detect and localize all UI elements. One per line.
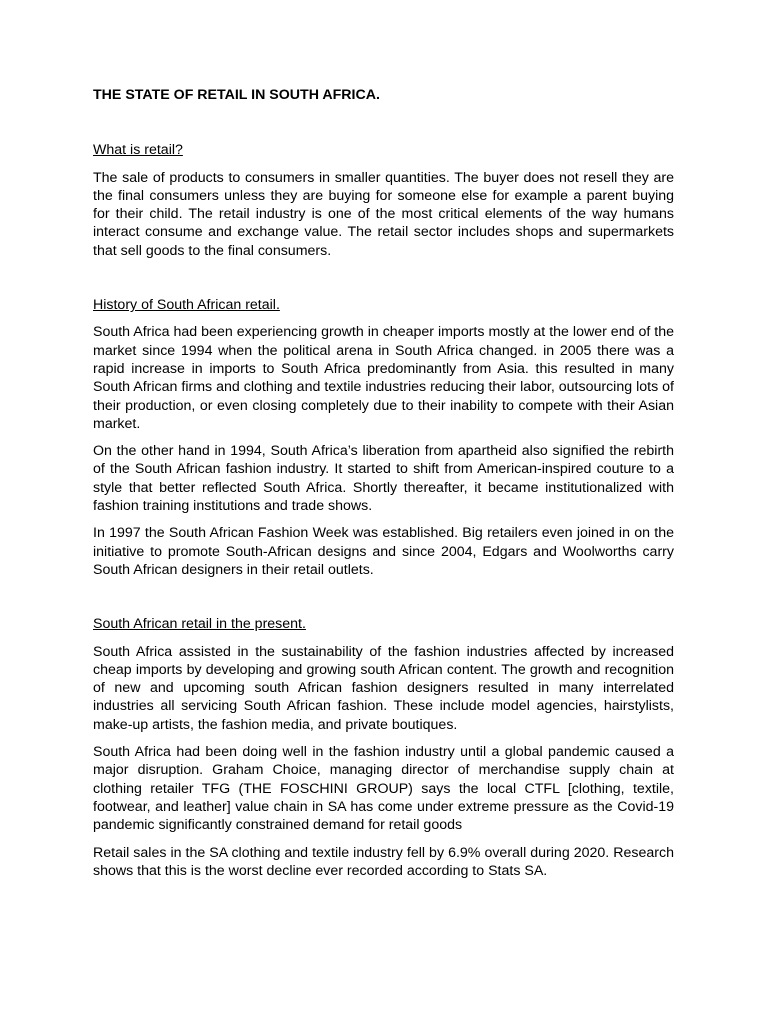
paragraph: South Africa assisted in the sustainability of the fashion industries affected by increased cheap imports by developing and growing south African content. The growth and recognition of new and upcoming south African fashion designers resulted in many interrelated industries all servicing South African fashion. These include model agencies, hairstylists, make-up artists, the fashion media, and private boutiques. [93, 643, 674, 733]
paragraph: In 1997 the South African Fashion Week was established. Big retailers even joined in on the initiative to promote South-African designs and since 2004, Edgars and Woolworths carry South African designers in their retail outlets. [93, 525, 674, 578]
section-heading: History of South African retail. [93, 297, 280, 314]
section-history [93, 296, 674, 579]
paragraph: South Africa had been doing well in the fashion industry until a global pandemic caused a major disruption. Graham Choice, managing director of merchandise supply chain at clothing retailer TFG (THE FOSCHINI GROUP) says the local CTFL [clothing, textile, footwear, and leather] value chain in SA has come under extreme pressure as the Covid-19 pandemic significantly constrained demand for retail goods [93, 744, 674, 834]
section-what-is-retail [93, 141, 674, 260]
paragraph: On the other hand in 1994, South Africa’s liberation from apartheid also signified the rebirth of the South African fashion industry. It started to shift from American-inspired couture to a style that better reflected South Africa. Shortly thereafter, it became institutionalized with fashion training institutions and trade shows. [93, 443, 674, 515]
paragraph: Retail sales in the SA clothing and textile industry fell by 6.9% overall during 2020. Research shows that this is the worst decline ever recorded according to Stats SA. [93, 844, 674, 879]
section-present [93, 615, 674, 880]
section-heading: South African retail in the present. [93, 616, 306, 633]
section-heading: What is retail? [93, 142, 183, 159]
paragraph: South Africa had been experiencing growth in cheaper imports mostly at the lower end of the market since 1994 when the political arena in South Africa changed. in 2005 there was a rapid increase in imports to South Africa predominantly from Asia. this resulted in many South African firms and clothing and textile industries reducing their labor, outsourcing lots of their production, or even closing completely due to their inability to compete with their Asian market. [93, 324, 674, 432]
paragraph: The sale of products to consumers in smaller quantities. The buyer does not resell they are the final consumers unless they are buying for someone else for example a parent buying for their child. The retail industry is one of the most critical elements of the way humans interact consume and exchange value. The retail sector includes shops and supermarkets that sell goods to the final consumers. [93, 169, 674, 259]
document-title: THE STATE OF RETAIL IN SOUTH AFRICA. [93, 87, 380, 103]
